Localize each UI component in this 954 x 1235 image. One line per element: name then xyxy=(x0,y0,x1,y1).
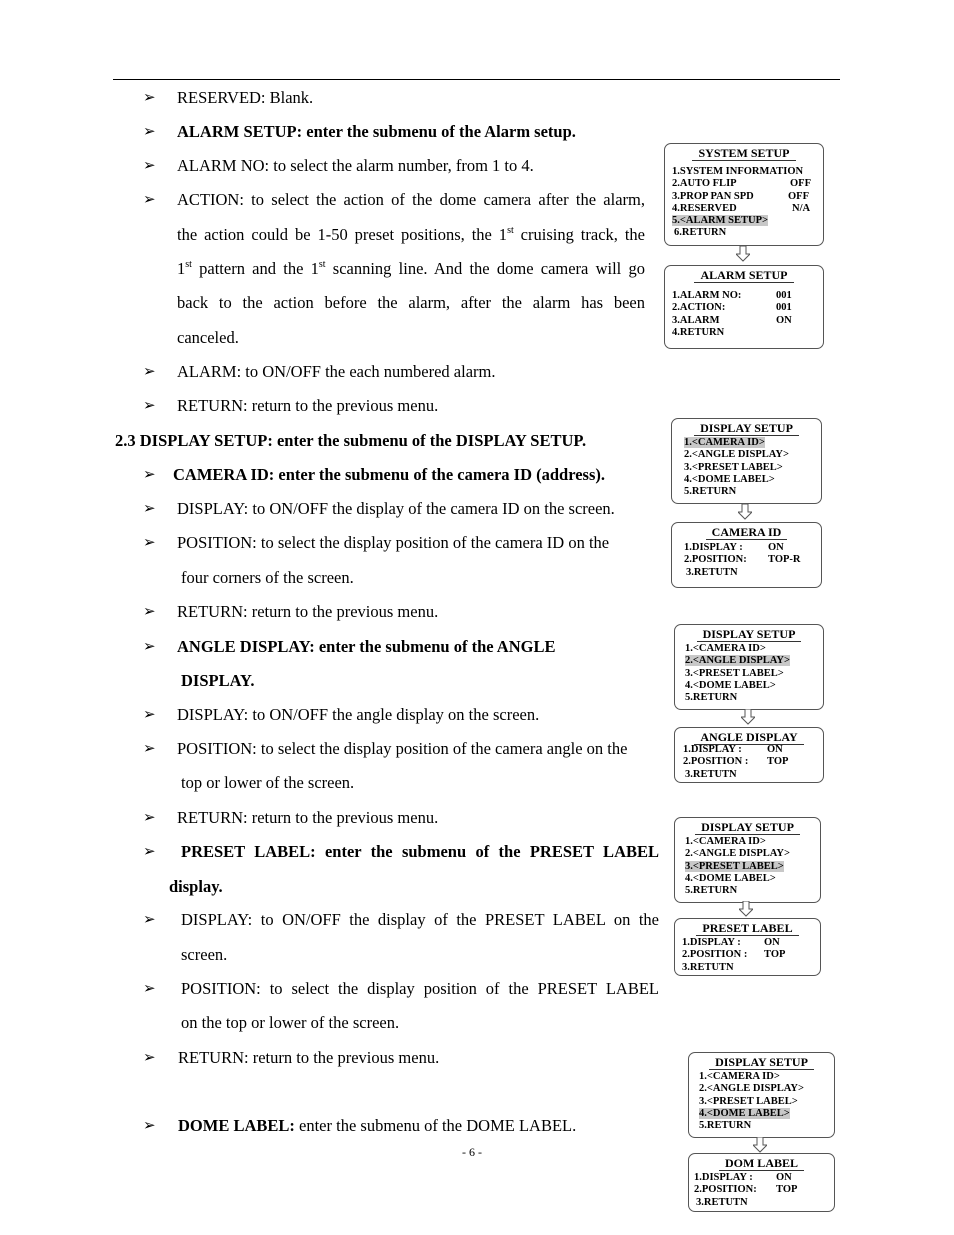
menu-title: SYSTEM SETUP xyxy=(665,146,823,160)
menu-row: 4.<DOME LABEL> xyxy=(684,473,775,485)
menu-row: 1.DISPLAY : ON xyxy=(694,1172,792,1183)
bullet-arrow: ➢ xyxy=(143,707,156,723)
bullet-arrow: ➢ xyxy=(143,912,156,928)
system-setup-menu xyxy=(664,143,824,246)
cam-position-text-line1: POSITION: to select the display position of the camera ID on the xyxy=(177,533,610,552)
display-setup-menu xyxy=(688,1052,835,1138)
menu-row: 3.RETUTN xyxy=(685,768,737,780)
bullet-arrow: ➢ xyxy=(143,1118,156,1134)
bullet-arrow: ➢ xyxy=(143,1050,156,1066)
angle-display-text-line1: ANGLE DISPLAY: enter the submenu of the ANGLE xyxy=(177,637,556,656)
menu-row: 3.ALARM ON xyxy=(672,314,792,326)
bullet-arrow: ➢ xyxy=(143,124,156,140)
return-text: RETURN: return to the previous menu. xyxy=(177,808,439,827)
bullet-arrow: ➢ xyxy=(143,535,156,551)
menu-title: CAMERA ID xyxy=(672,525,821,539)
menu-title: DOM LABEL xyxy=(689,1156,834,1170)
alarm-text: ALARM: to ON/OFF the each numbered alarm. xyxy=(177,362,496,381)
menu-row: 3.RETUTN xyxy=(682,961,734,973)
preset-label-text-line2: display. xyxy=(169,877,223,896)
menu-row: 5.RETURN xyxy=(685,885,738,897)
bullet-arrow: ➢ xyxy=(143,810,156,826)
down-arrow-icon xyxy=(753,1137,767,1153)
menu-row: 2.<ANGLE DISPLAY> xyxy=(685,848,790,860)
bullet-arrow: ➢ xyxy=(143,364,156,380)
menu-row: 2.POSITION: TOP-R xyxy=(684,554,801,566)
action-text-line3: 1st pattern and the 1st scanning line. And the dome camera will go xyxy=(177,259,645,278)
menu-row: 4.<DOME LABEL> xyxy=(685,872,776,884)
return-text: RETURN: return to the previous menu. xyxy=(177,602,439,621)
header-rule xyxy=(113,79,840,80)
angle-display-text-line2: DISPLAY. xyxy=(181,671,255,690)
bullet-arrow: ➢ xyxy=(143,467,156,483)
angle-display-menu xyxy=(674,727,824,783)
alarm-setup-text: ALARM SETUP: enter the submenu of the Alarm setup. xyxy=(177,122,576,141)
bullet-arrow: ➢ xyxy=(143,158,156,174)
action-text-line5: canceled. xyxy=(177,328,239,347)
down-arrow-icon xyxy=(738,504,752,520)
bullet-arrow: ➢ xyxy=(143,192,156,208)
menu-row: 1.DISPLAY : ON xyxy=(682,937,780,948)
down-arrow-icon xyxy=(736,246,750,262)
preset-label-menu xyxy=(674,918,821,976)
menu-row: 2.POSITION : TOP xyxy=(682,949,786,961)
action-text-line1: ACTION: to select the action of the dome camera after the alarm, xyxy=(177,190,645,209)
menu-row: 3.RETUTN xyxy=(686,566,738,578)
menu-row: 2.POSITION: TOP xyxy=(694,1184,798,1196)
menu-row: 2.<ANGLE DISPLAY> xyxy=(684,449,789,461)
menu-row: 4.RESERVED N/A xyxy=(672,202,811,214)
bullet-arrow: ➢ xyxy=(143,981,156,997)
menu-row: 1.SYSTEM INFORMATION xyxy=(672,166,804,177)
ang-display-text: DISPLAY: to ON/OFF the angle display on the screen. xyxy=(177,705,540,724)
display-setup-heading: 2.3 DISPLAY SETUP: enter the submenu of the DISPLAY SETUP. xyxy=(115,431,587,450)
bullet-arrow: ➢ xyxy=(143,398,156,414)
alarm-no-text: ALARM NO: to select the alarm number, from 1 to 4. xyxy=(177,156,534,175)
menu-row: 5.RETURN xyxy=(684,486,737,498)
menu-row: 1.<CAMERA ID> xyxy=(685,643,766,654)
menu-row-selected: 4.<DOME LABEL> xyxy=(699,1107,790,1119)
cam-position-text-line2: four corners of the screen. xyxy=(181,568,354,587)
ang-position-text-line1: POSITION: to select the display position of the camera angle on the xyxy=(177,739,628,758)
down-arrow-icon xyxy=(741,709,755,725)
preset-label-text-line1: PRESET LABEL: enter the submenu of the PRESET LABEL xyxy=(181,842,659,861)
display-setup-menu xyxy=(671,418,822,504)
display-setup-menu xyxy=(674,624,824,710)
menu-title: DISPLAY SETUP xyxy=(672,421,821,435)
menu-row: 5.RETURN xyxy=(685,692,738,704)
display-setup-menu xyxy=(674,817,821,903)
camera-id-text: CAMERA ID: enter the submenu of the camera ID (address). xyxy=(173,465,606,484)
menu-row: 1.DISPLAY : ON xyxy=(683,744,783,755)
menu-row: 4.<DOME LABEL> xyxy=(685,679,776,691)
camera-id-menu xyxy=(671,522,822,588)
reserved-text: RESERVED: Blank. xyxy=(177,88,314,107)
menu-title: PRESET LABEL xyxy=(675,921,820,935)
menu-title: DISPLAY SETUP xyxy=(675,820,820,834)
pre-position-text-line2: on the top or lower of the screen. xyxy=(181,1013,400,1032)
menu-row: 1.<CAMERA ID> xyxy=(699,1071,780,1082)
menu-row: 1.DISPLAY : ON xyxy=(684,542,784,553)
return-text: RETURN: return to the previous menu. xyxy=(178,1048,440,1067)
ang-position-text-line2: top or lower of the screen. xyxy=(181,773,355,792)
menu-row: 5.RETURN xyxy=(699,1120,752,1132)
menu-row: 2.<ANGLE DISPLAY> xyxy=(699,1083,804,1095)
menu-row: 2.AUTO FLIP OFF xyxy=(672,178,811,190)
menu-row: 3.PROP PAN SPD OFF xyxy=(672,190,809,202)
dome-label-text: DOME LABEL: enter the submenu of the DOME LABEL. xyxy=(178,1116,577,1135)
menu-row: 1.<CAMERA ID> xyxy=(685,836,766,847)
menu-row: 3.<PRESET LABEL> xyxy=(684,461,783,473)
menu-row-selected: 2.<ANGLE DISPLAY> xyxy=(685,655,790,667)
dom-label-menu xyxy=(688,1153,835,1212)
down-arrow-icon xyxy=(739,901,753,917)
bullet-arrow: ➢ xyxy=(143,844,156,860)
menu-row-selected: 5.<ALARM SETUP> xyxy=(672,215,768,227)
action-text-line2: the action could be 1-50 preset positions, the 1st cruising track, the xyxy=(177,225,645,244)
pre-display-text-line1: DISPLAY: to ON/OFF the display of the PRESET LABEL on the xyxy=(181,910,659,929)
bullet-arrow: ➢ xyxy=(143,604,156,620)
menu-title: DISPLAY SETUP xyxy=(675,627,823,641)
cam-display-text: DISPLAY: to ON/OFF the display of the camera ID on the screen. xyxy=(177,499,615,518)
bullet-arrow: ➢ xyxy=(143,90,156,106)
return-text: RETURN: return to the previous menu. xyxy=(177,396,439,415)
menu-row-selected: 1.<CAMERA ID> xyxy=(684,437,765,448)
menu-row: 1.ALARM NO: 001 xyxy=(672,290,792,301)
action-text-line4: back to the action before the alarm, after the alarm has been xyxy=(177,293,645,312)
menu-row-selected: 3.<PRESET LABEL> xyxy=(685,860,784,872)
menu-row: 4.RETURN xyxy=(672,326,725,338)
bullet-arrow: ➢ xyxy=(143,741,156,757)
menu-title: ANGLE DISPLAY xyxy=(675,730,823,744)
menu-title: ALARM SETUP xyxy=(665,268,823,282)
menu-row: 2.ACTION: 001 xyxy=(672,302,792,314)
alarm-setup-menu xyxy=(664,265,824,349)
bullet-arrow: ➢ xyxy=(143,639,156,655)
page-number: - 6 - xyxy=(462,1145,482,1159)
menu-row: 3.<PRESET LABEL> xyxy=(699,1095,798,1107)
bullet-arrow: ➢ xyxy=(143,501,156,517)
menu-row: 3.<PRESET LABEL> xyxy=(685,667,784,679)
menu-row: 3.RETUTN xyxy=(696,1196,748,1208)
pre-display-text-line2: screen. xyxy=(181,945,228,964)
pre-position-text-line1: POSITION: to select the display position of the PRESET LABEL xyxy=(181,979,659,998)
menu-row: 6.RETURN xyxy=(674,227,727,239)
menu-row: 2.POSITION : TOP xyxy=(683,756,789,768)
menu-title: DISPLAY SETUP xyxy=(689,1055,834,1069)
